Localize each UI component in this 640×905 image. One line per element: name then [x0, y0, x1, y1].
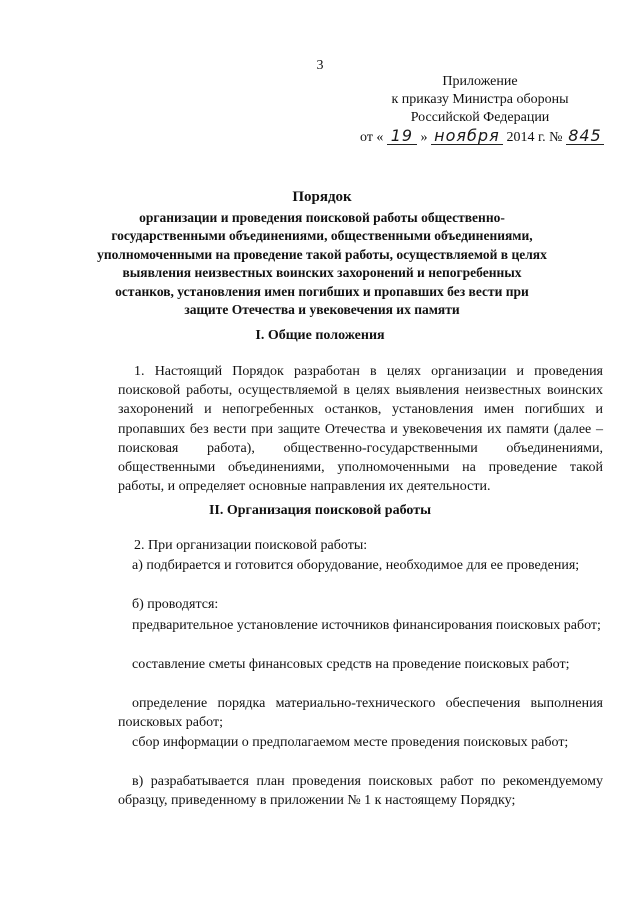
paragraph-2b-item: составление сметы финансовых средств на проведение поисковых работ; [132, 657, 570, 672]
title-line: защите Отечества и увековечения их памяти [184, 302, 460, 317]
document-title-block [82, 188, 562, 320]
appendix-header [355, 73, 605, 127]
title-line: выявления неизвестных воинских захоронений и непогребенных [122, 265, 522, 280]
title-line: государственными объединениями, общественными объединениями, [111, 228, 533, 243]
title-line: уполномоченными на проведение такой работы, осуществляемой в целях [97, 246, 547, 262]
paragraph-2b: б) проводятся: [132, 597, 219, 612]
order-month-handwritten: ноября [431, 128, 503, 145]
order-number-handwritten: 845 [566, 128, 604, 145]
document-title: Порядок [292, 189, 352, 205]
title-line: организации и проведения поисковой работы общественно- [139, 209, 505, 225]
title-line: останков, установления имен погибших и пропавших без вести при [115, 283, 529, 299]
paragraph-2c: в) разрабатывается план проведения поисковых работ по рекомендуемому образцу, приведенному в приложении № 1 к настоящему Порядку; [118, 774, 603, 809]
order-day-handwritten: 19 [387, 128, 417, 145]
paragraph-2a: а) подбирается и готовится оборудование, необходимое для ее проведения; [132, 558, 580, 573]
appendix-line: Приложение [442, 74, 518, 89]
paragraph-1: 1. Настоящий Порядок разработан в целях организации и проведения поисковой работы, осуществляемой в целях выявления неизвестных воинских захоронений и непогребенных останков, установления имен погибших и пропавших без вести при защите Отечества и увековечения их памяти (далее – поисковая работа), общественно-государственными объединениями, общественными объединениями, уполномоченными на проведение такой работы, и определяет основные направления их деятельности. [118, 364, 603, 495]
appendix-line: Российской Федерации [410, 110, 550, 125]
paragraph-2: 2. При организации поисковой работы: [134, 538, 368, 553]
order-reference [360, 128, 620, 148]
paragraph-2b-item: сбор информации о предполагаемом месте проведения поисковых работ; [132, 735, 569, 750]
section-heading-general: I. Общие положения [255, 328, 385, 343]
order-quote-close: » [420, 130, 428, 145]
section-heading-organization: II. Организация поисковой работы [208, 503, 432, 518]
order-year: 2014 г. № [506, 130, 563, 145]
order-prefix: от « [360, 130, 384, 145]
paragraph-2b-item: предварительное установление источников финансирования поисковых работ; [132, 618, 601, 633]
paragraph-2b-item: определение порядка материально-технического обеспечения выполнения поисковых работ; [118, 696, 603, 731]
page-number: 3 [316, 58, 324, 73]
appendix-line: к приказу Министра обороны [391, 92, 569, 107]
